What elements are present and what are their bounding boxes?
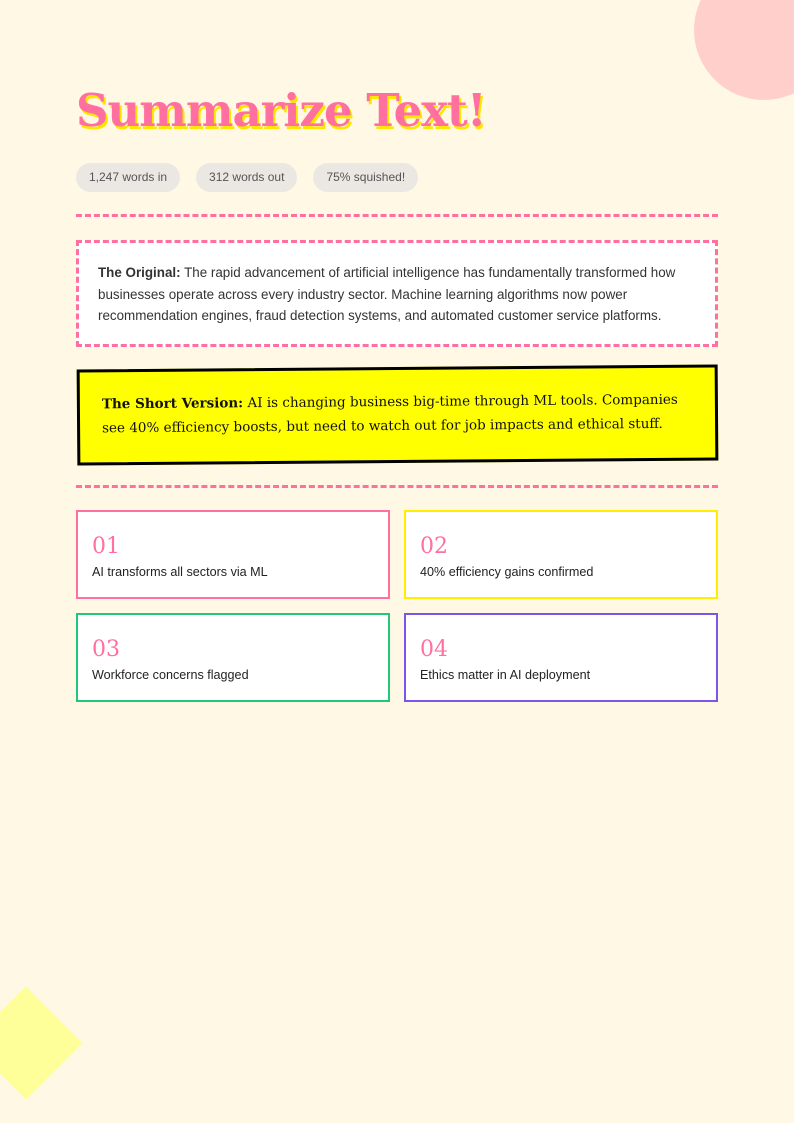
stats-row [76,163,418,192]
key-point-number: 04 [420,637,448,662]
original-text-box [76,240,718,347]
key-point-text: Workforce concerns flagged [92,668,249,682]
key-point-text: Ethics matter in AI deployment [420,668,591,682]
short-version-label: The Short Version: [101,395,244,413]
page-title: Summarize Text! [76,84,486,137]
key-point-text: 40% efficiency gains confirmed [420,565,594,579]
short-version-text: AI is changing business big-time through ML tools. Companies see 40% efficiency boosts, but need to watch out for job impacts and ethical stuff. [102,391,678,437]
original-label: The Original: [98,265,181,280]
key-point-card [76,510,390,599]
key-point-card [76,613,390,702]
short-version-box [77,364,719,465]
stat-chip-words-in: 1,247 words in [76,163,180,192]
decorative-circle [694,0,794,100]
key-point-text: AI transforms all sectors via ML [92,565,268,579]
key-point-number: 03 [92,637,120,662]
key-point-card [404,510,718,599]
stat-chip-words-out: 312 words out [196,163,297,192]
key-point-number: 02 [420,534,448,559]
key-point-number: 01 [92,534,120,559]
key-point-card [404,613,718,702]
bottom-divider [76,485,718,488]
top-divider [76,214,718,217]
stat-chip-compression: 75% squished! [313,163,418,192]
original-text: The rapid advancement of artificial intelligence has fundamentally transformed how businesses operate across every industry sector. Machine learning algorithms now power recommendation engines, fraud detection systems, and automated customer service platforms. [98,265,676,323]
decorative-diamond [0,986,83,1099]
